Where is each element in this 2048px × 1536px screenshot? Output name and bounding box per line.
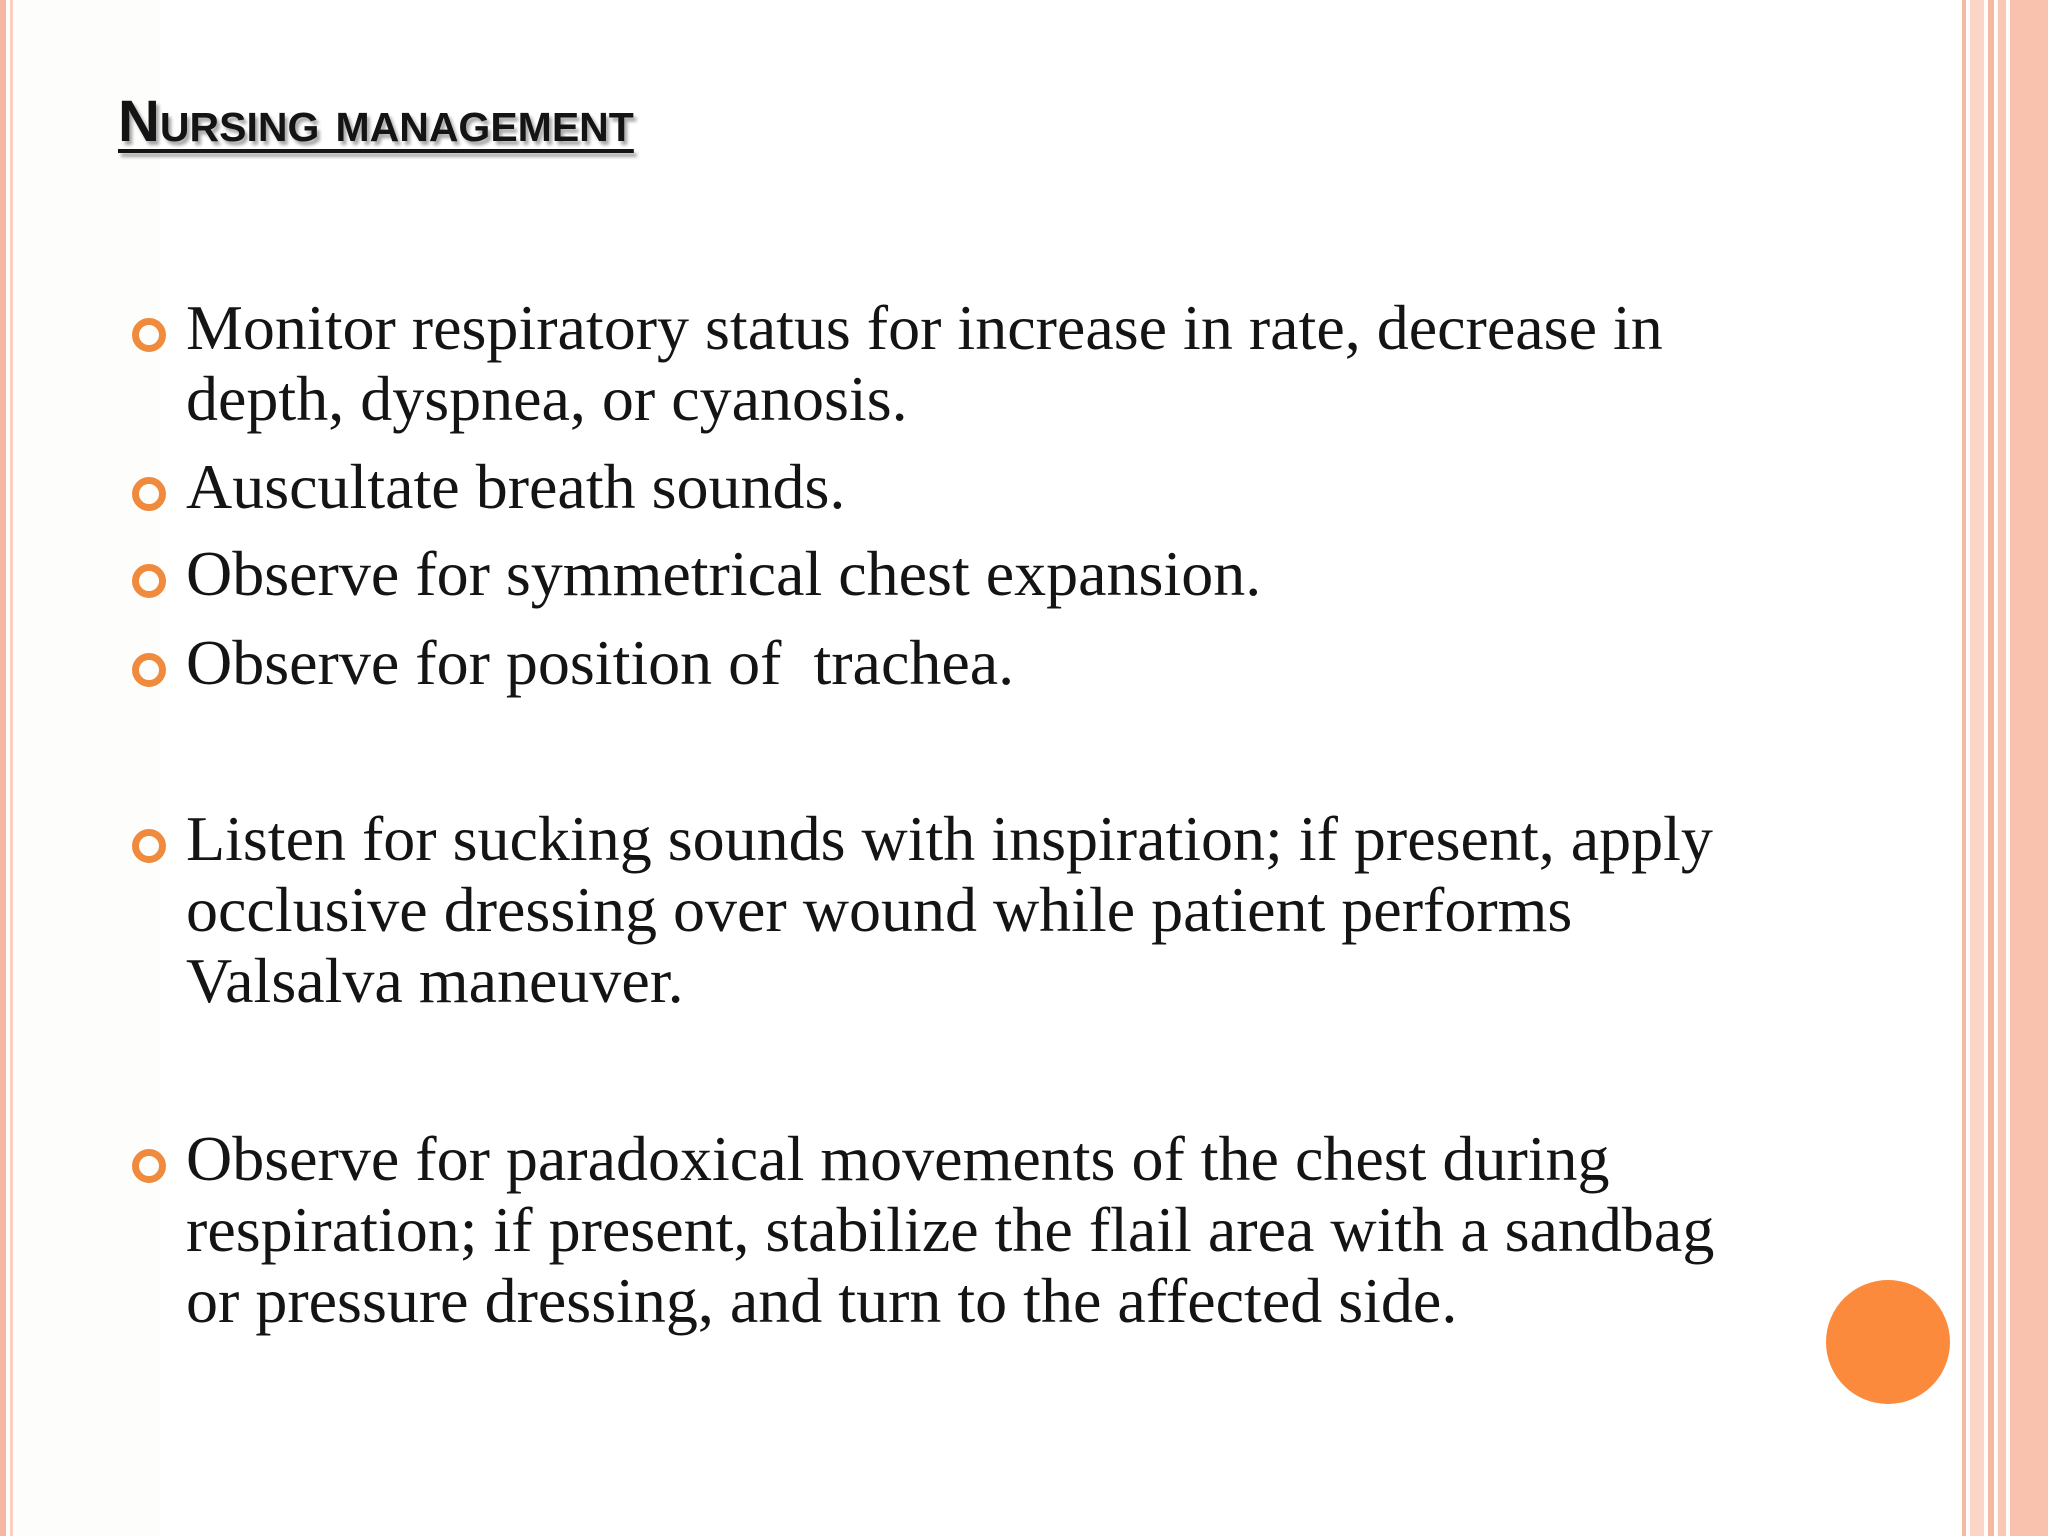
bullet-text: Monitor respiratory status for increase in rate, decrease in depth, dyspnea, or cyanosis. (186, 292, 1663, 434)
left-border-stripe-thin (10, 0, 13, 1536)
slide-title: Nursing management (118, 89, 634, 154)
orange-circle-icon (1826, 1280, 1950, 1404)
bullet-text: Observe for position of trachea. (186, 627, 1015, 698)
hollow-circle-bullet-icon (132, 564, 166, 598)
left-border-stripe (0, 0, 6, 1536)
bullet-item (186, 1123, 1746, 1336)
right-border-stripe (1970, 0, 1984, 1536)
bullet-item (186, 292, 1746, 434)
bullet-item (186, 451, 1746, 522)
bullet-text: Observe for symmetrical chest expansion. (186, 538, 1262, 609)
bullet-text: Listen for sucking sounds with inspiration; if present, apply occlusive dressing over wound while patient performs Valsalva maneuver. (186, 803, 1713, 1016)
hollow-circle-bullet-icon (132, 1149, 166, 1183)
bullet-text: Observe for paradoxical movements of the chest during respiration; if present, stabilize the flail area with a sandbag or pressure dressing, and turn to the affected side. (186, 1123, 1715, 1336)
bullet-text: Auscultate breath sounds. (186, 451, 846, 522)
right-border-stripe (1998, 0, 2006, 1536)
right-border-stripe (1962, 0, 1966, 1536)
hollow-circle-bullet-icon (132, 318, 166, 352)
hollow-circle-bullet-icon (132, 653, 166, 687)
bullet-item (186, 627, 1746, 698)
hollow-circle-bullet-icon (132, 477, 166, 511)
bullet-item (186, 538, 1746, 609)
hollow-circle-bullet-icon (132, 829, 166, 863)
right-border-stripe (1988, 0, 1994, 1536)
right-border-stripe (2010, 0, 2048, 1536)
bullet-item (186, 803, 1746, 1016)
